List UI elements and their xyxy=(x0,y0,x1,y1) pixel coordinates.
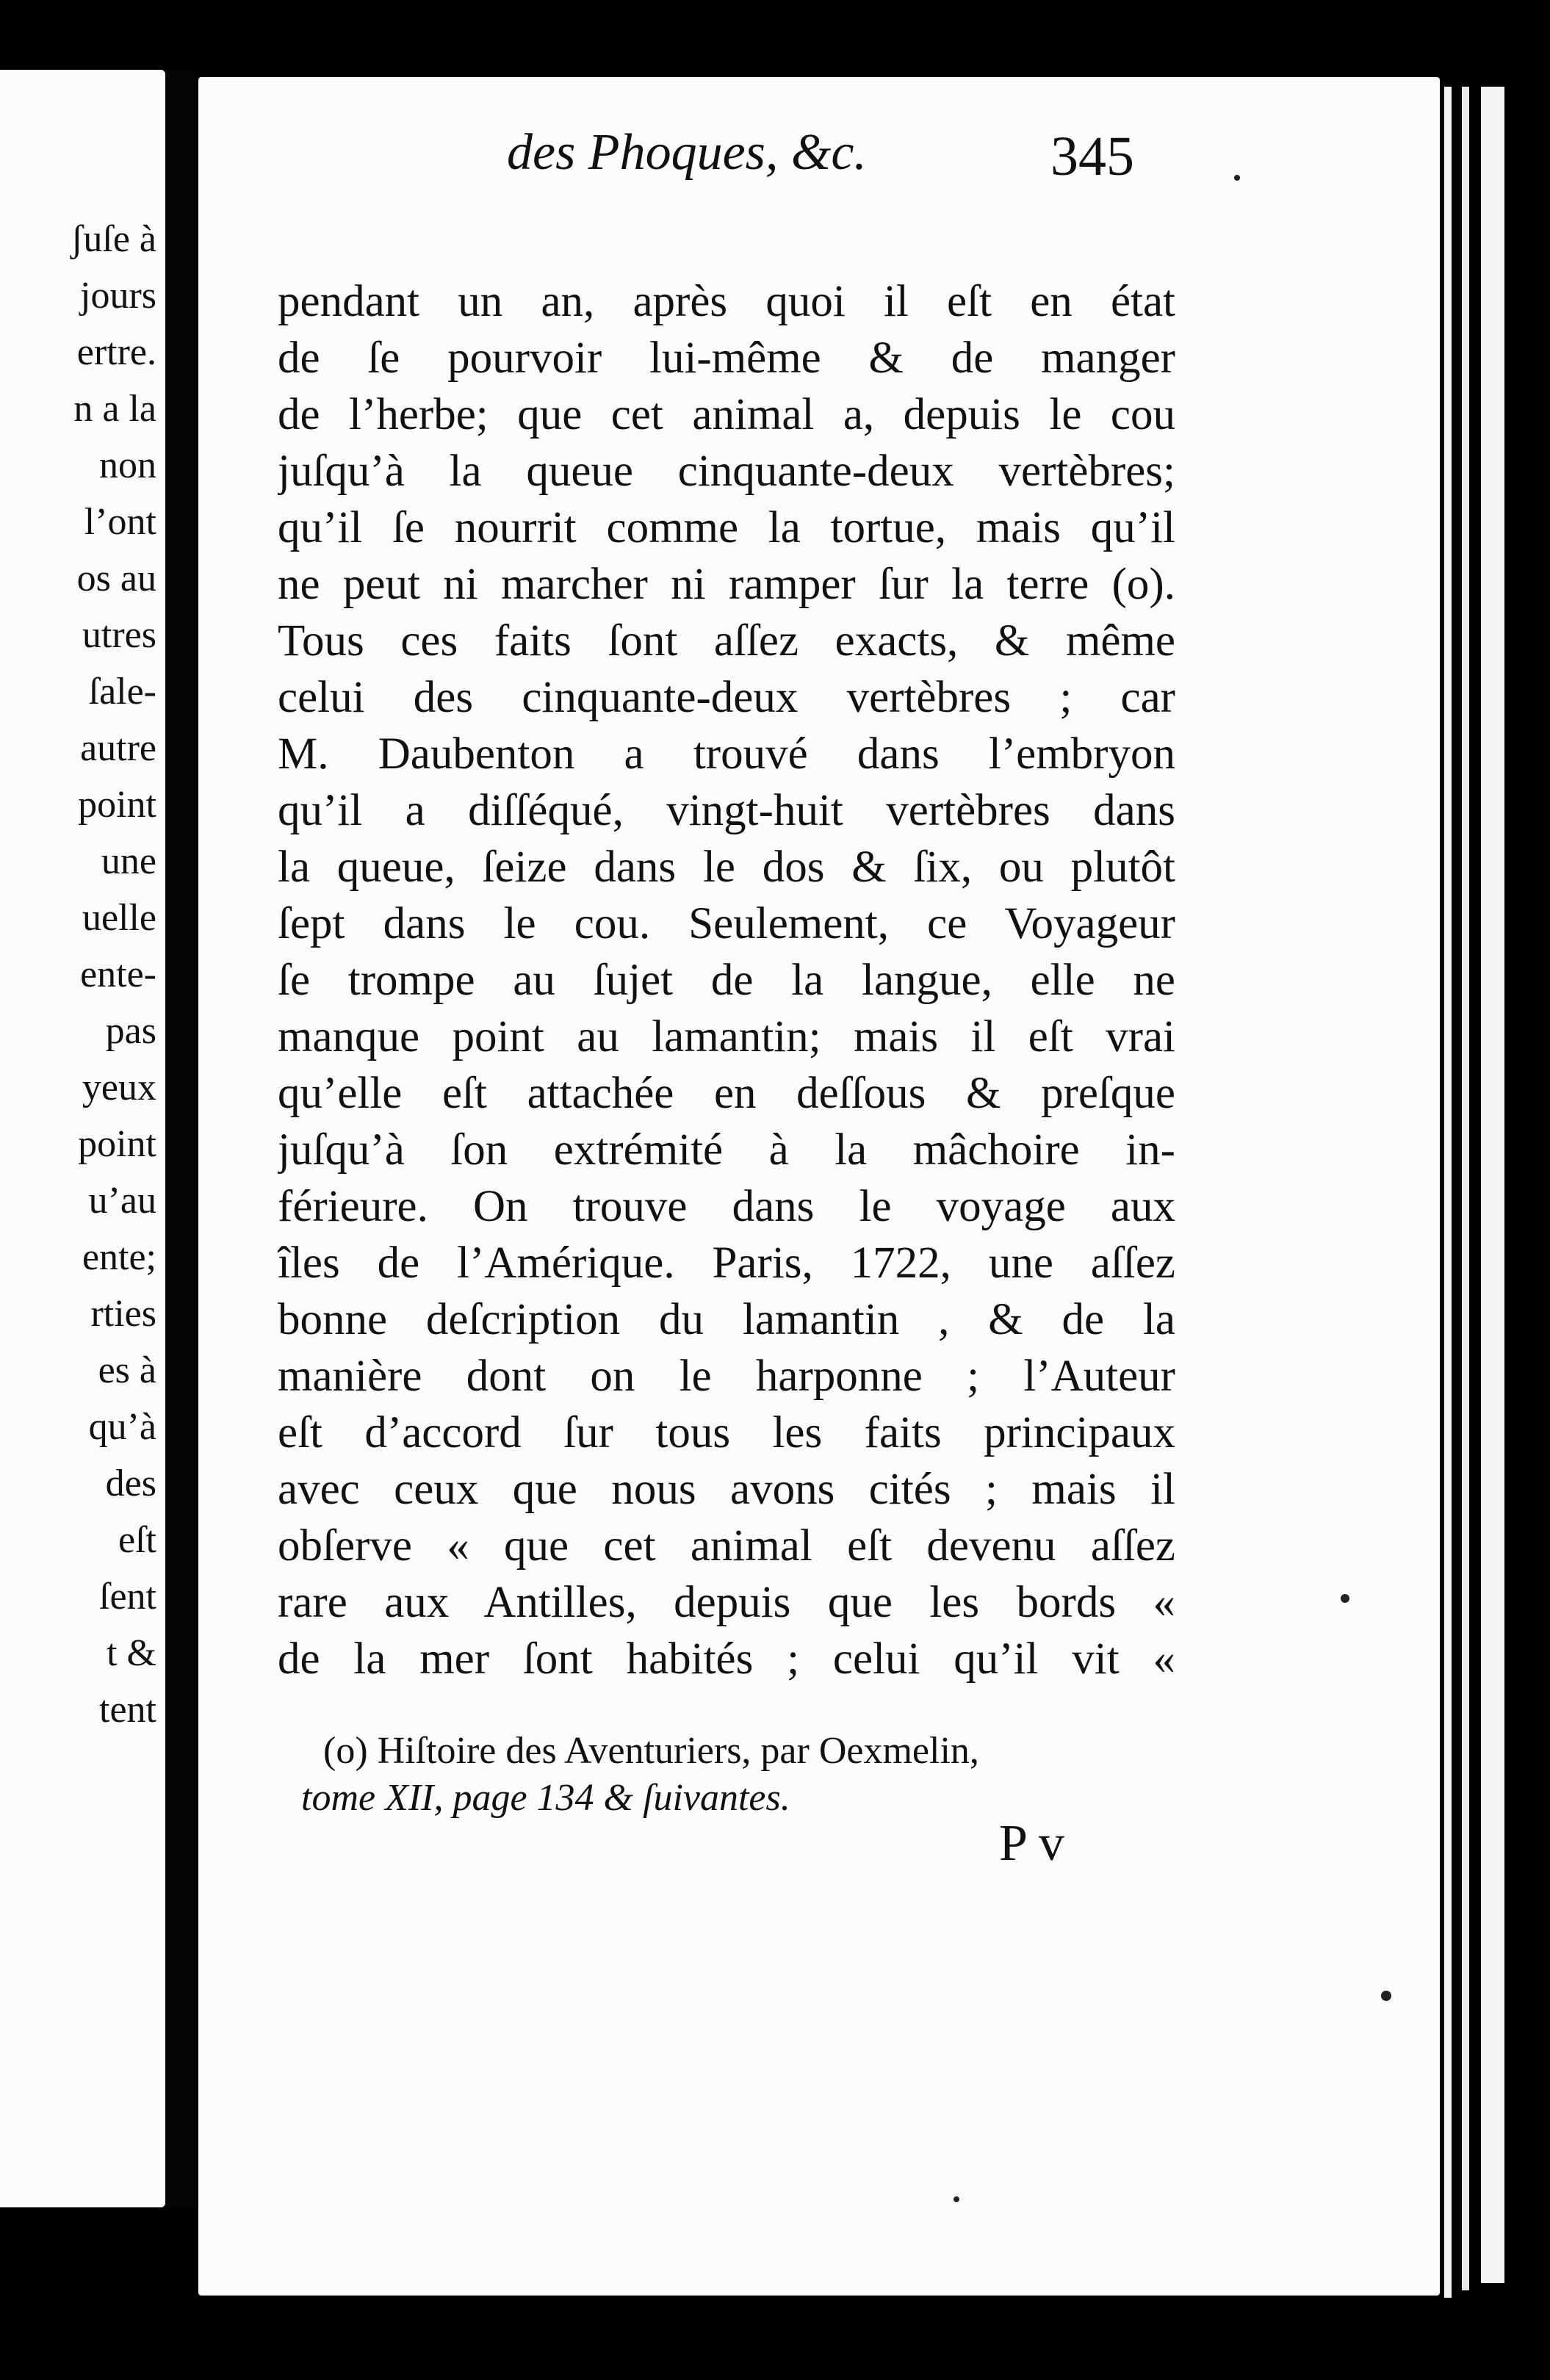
text-line: obſerve « que cet animal eſt devenu aſſez xyxy=(278,1521,1175,1571)
left-page-line: es à xyxy=(98,1349,156,1391)
text-line: rare aux Antilles, depuis que les bords « xyxy=(278,1578,1175,1627)
text-line: ſept dans le cou. Seulement, ce Voyageur xyxy=(278,899,1175,948)
left-page-line: ſale- xyxy=(88,671,156,713)
text-line: de ſe pourvoir lui-même & de manger xyxy=(278,333,1175,383)
left-page-line: n a la xyxy=(73,388,156,430)
left-page-line: des xyxy=(105,1463,156,1504)
ink-speck xyxy=(1341,1594,1349,1603)
text-line: eſt d’accord ſur tous les faits principaux xyxy=(278,1408,1175,1457)
left-page-line: point xyxy=(78,1123,156,1165)
left-page-line: utres xyxy=(82,614,156,656)
ink-speck xyxy=(1381,1991,1391,2001)
left-page-line: ente; xyxy=(82,1236,156,1278)
left-page-line: tent xyxy=(99,1689,156,1731)
left-page-line: autre xyxy=(80,727,156,769)
text-line: ſe trompe au ſujet de la langue, elle ne xyxy=(278,956,1175,1005)
text-line: la queue, ſeize dans le dos & ſix, ou plutôt xyxy=(278,843,1175,892)
text-line: férieure. On trouve dans le voyage aux xyxy=(278,1182,1175,1231)
left-page-line: l’ont xyxy=(84,501,156,543)
left-page-line: yeux xyxy=(82,1067,156,1108)
left-page-line: jours xyxy=(80,275,156,317)
page-edge xyxy=(1462,87,1469,2290)
left-page-line: uelle xyxy=(82,897,156,939)
text-line: qu’il a diſſéqué, vingt-huit vertèbres dans xyxy=(278,786,1175,835)
text-line: pendant un an, après quoi il eſt en état xyxy=(278,277,1175,326)
left-page-line: pas xyxy=(105,1010,156,1052)
left-page-line: eſt xyxy=(118,1519,156,1561)
text-line: Tous ces faits ſont aſſez exacts, & même xyxy=(278,616,1175,666)
page-number: 345 xyxy=(1050,126,1134,187)
left-page xyxy=(0,70,165,2207)
left-page-line: non xyxy=(99,444,156,486)
left-page-line: ente- xyxy=(80,953,156,995)
left-page-line: os au xyxy=(76,558,156,599)
left-page-line: qu’à xyxy=(88,1406,156,1448)
text-line: manière dont on le harponne ; l’Auteur xyxy=(278,1352,1175,1401)
text-line: qu’il ſe nourrit comme la tortue, mais qu’il xyxy=(278,503,1175,552)
text-line: bonne deſcription du lamantin , & de la xyxy=(278,1295,1175,1344)
body-text xyxy=(278,273,1175,1687)
text-line: M. Daubenton a trouvé dans l’embryon xyxy=(278,729,1175,779)
left-page-line: ʃuſe à xyxy=(71,218,156,260)
text-line: celui des cinquante-deux vertèbres ; car xyxy=(278,673,1175,722)
text-line: avec ceux que nous avons cités ; mais il xyxy=(278,1465,1175,1514)
book-gutter xyxy=(165,70,195,2207)
left-page-line: ſent xyxy=(99,1576,156,1618)
left-page-line: point xyxy=(78,784,156,826)
text-line: juſqu’à ſon extrémité à la mâchoire in- xyxy=(278,1125,1175,1175)
text-line: de la mer ſont habités ; celui qu’il vit « xyxy=(278,1634,1175,1684)
text-line: de l’herbe; que cet animal a, depuis le cou xyxy=(278,390,1175,439)
left-page-line: ertre. xyxy=(76,331,156,373)
ink-speck xyxy=(954,2196,959,2202)
ink-speck xyxy=(1234,175,1240,181)
left-page-line: u’au xyxy=(88,1180,156,1222)
running-title: des Phoques, &c. xyxy=(507,124,867,181)
text-line: îles de l’Amérique. Paris, 1722, une aſſez xyxy=(278,1238,1175,1288)
signature-mark: P v xyxy=(999,1815,1064,1872)
footnote xyxy=(301,1728,1190,1822)
left-page-line: une xyxy=(101,840,156,882)
text-line: manque point au lamantin; mais il eſt vrai xyxy=(278,1012,1175,1061)
page-edge xyxy=(1481,87,1504,2283)
text-line: ne peut ni marcher ni ramper ſur la terre (o). xyxy=(278,560,1175,609)
footnote-line: (o) Hiſtoire des Aventuriers, par Oexmelin, xyxy=(323,1730,979,1772)
text-line: juſqu’à la queue cinquante-deux vertèbres; xyxy=(278,447,1175,496)
left-page-line: t & xyxy=(107,1632,156,1674)
footnote-line: tome XII, page 134 & ſuivantes. xyxy=(301,1777,790,1819)
left-page-line: rties xyxy=(90,1293,156,1335)
text-line: qu’elle eſt attachée en deſſous & preſque xyxy=(278,1069,1175,1118)
page-edge xyxy=(1444,87,1452,2298)
